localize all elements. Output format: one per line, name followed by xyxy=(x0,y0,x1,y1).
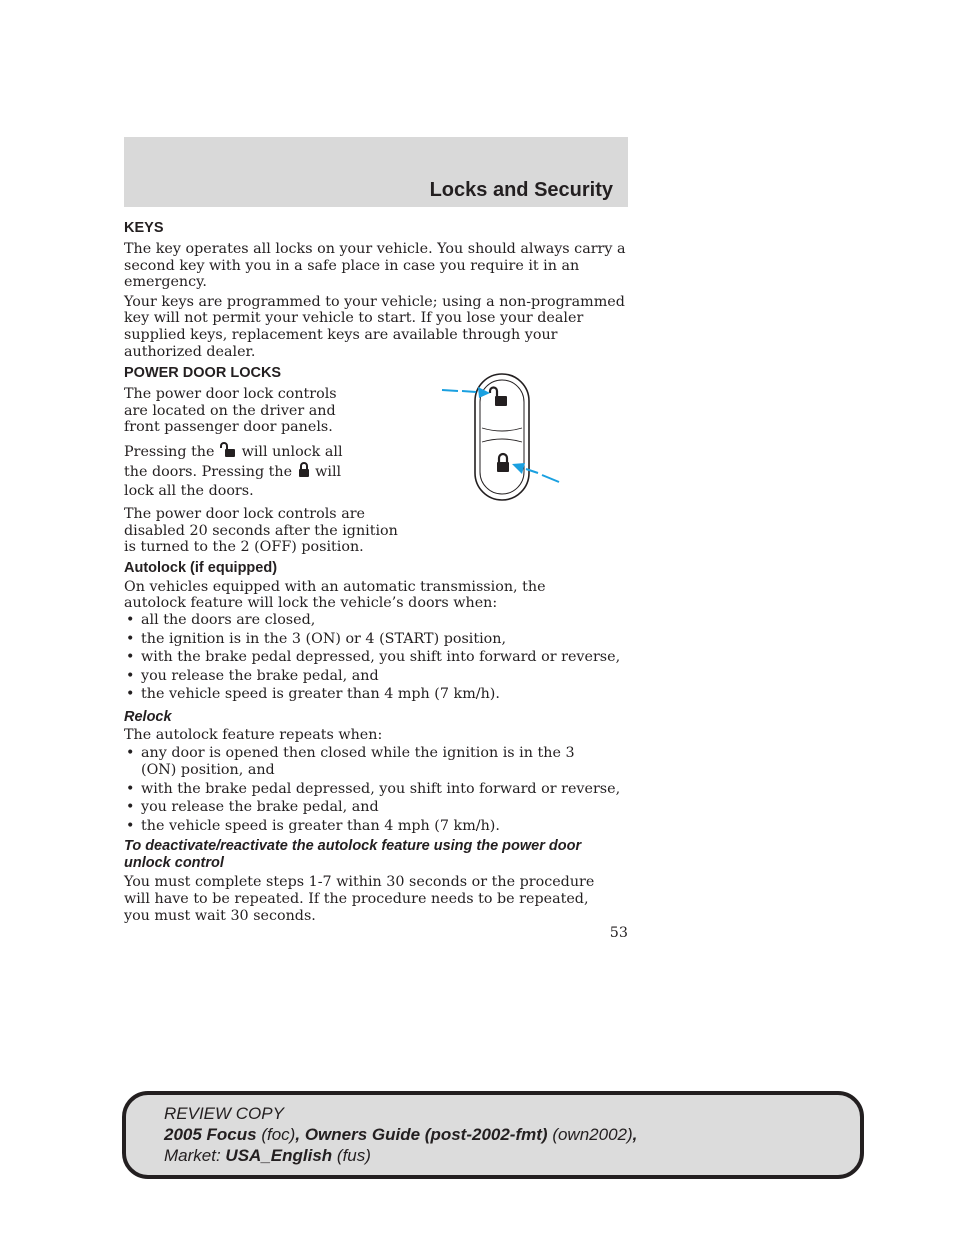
review-copy-model-line xyxy=(164,1124,637,1145)
door-lock-switch-illustration xyxy=(438,370,564,502)
relock-heading: Relock xyxy=(124,708,172,725)
power-locks-paragraph-1: The power door lock controls are located on the driver and front passenger door panels. xyxy=(124,386,337,436)
deactivate-heading: To deactivate/reactivate the autolock feature using the power door unlock control xyxy=(124,838,582,872)
relock-list xyxy=(124,745,628,834)
autolock-intro: On vehicles equipped with an automatic transmission, the autolock feature will lock the vehicle’s doors when: xyxy=(124,578,546,612)
review-copy-box xyxy=(122,1091,864,1179)
review-copy-label: REVIEW COPY xyxy=(164,1104,284,1123)
power-locks-heading: POWER DOOR LOCKS xyxy=(124,365,282,382)
power-locks-text-b: will unlock all the doors. Pressing the xyxy=(124,443,343,480)
guide-code: (own2002) xyxy=(552,1125,633,1144)
separator: , xyxy=(632,1125,638,1144)
autolock-heading: Autolock (if equipped) xyxy=(124,559,278,576)
lock-icon xyxy=(297,462,311,478)
guide-name: Owners Guide (post-2002-fmt) xyxy=(304,1125,548,1144)
unlock-icon xyxy=(219,442,237,458)
keys-paragraph-2: Your keys are programmed to your vehicle; using a non-programmed key will not permit your vehicle to start. If you lose your dealer supplied keys, replacement keys are available through your authorized dealer. xyxy=(124,293,625,360)
list-item: • all the doors are closed, xyxy=(124,612,628,629)
model-code: (foc) xyxy=(261,1125,296,1144)
power-locks-paragraph-2 xyxy=(124,442,369,501)
list-item: • with the brake pedal depressed, you shift into forward or reverse, xyxy=(124,649,628,666)
market-code: (fus) xyxy=(336,1146,371,1165)
list-item: • you release the brake pedal, and xyxy=(124,799,628,816)
market-label: Market: xyxy=(164,1146,221,1165)
power-locks-text-c: will lock all the doors. xyxy=(124,463,342,499)
market-name: USA_English xyxy=(225,1146,333,1165)
section-title: Locks and Security xyxy=(429,179,613,201)
autolock-list xyxy=(124,612,628,703)
power-locks-text-a: Pressing the xyxy=(124,443,215,460)
power-locks-paragraph-3: The power door lock controls are disabled 20 seconds after the ignition is turned to the 2 (OFF) position. xyxy=(124,505,398,556)
section-header-band xyxy=(124,137,628,207)
review-copy-market-line xyxy=(164,1145,637,1166)
list-item: • you release the brake pedal, and xyxy=(124,668,628,685)
model-name: 2005 Focus xyxy=(164,1125,257,1144)
page-content xyxy=(124,219,628,924)
relock-intro: The autolock feature repeats when: xyxy=(124,726,383,743)
list-item: • any door is opened then closed while the ignition is in the 3 (ON) position, and xyxy=(124,745,601,778)
deactivate-paragraph: You must complete steps 1-7 within 30 seconds or the procedure will have to be repeated. If the procedure needs to be repeated, you must wait 30 seconds. xyxy=(124,874,595,924)
review-copy-text xyxy=(164,1103,637,1166)
page-number: 53 xyxy=(609,925,628,941)
separator: , xyxy=(295,1125,301,1144)
keys-heading: KEYS xyxy=(124,220,164,236)
list-item: • the vehicle speed is greater than 4 mph (7 km/h). xyxy=(124,818,628,835)
list-item: • the ignition is in the 3 (ON) or 4 (START) position, xyxy=(124,631,628,648)
list-item: • the vehicle speed is greater than 4 mph (7 km/h). xyxy=(124,686,628,703)
list-item: • with the brake pedal depressed, you shift into forward or reverse, xyxy=(124,781,628,798)
keys-paragraph-1: The key operates all locks on your vehicle. You should always carry a second key with you in a safe place in case you require it in an emergency. xyxy=(124,241,626,291)
